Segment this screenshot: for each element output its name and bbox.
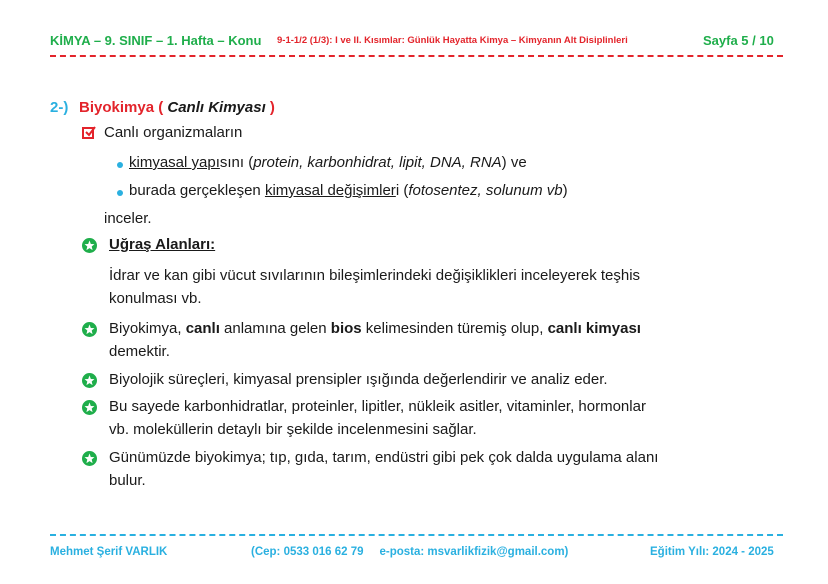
title-italic: Canlı Kimyası bbox=[167, 99, 266, 116]
star-bullet-icon bbox=[82, 400, 97, 415]
footer-contact: (Cep: 0533 016 62 79 e-posta: msvarlikfizik@gmail.com) bbox=[251, 546, 569, 558]
item-text: Biyolojik süreçleri, kimyasal prensipler ışığında değerlendirir ve analiz eder. bbox=[109, 371, 608, 388]
item-text: bulur. bbox=[109, 472, 146, 489]
bullet-dot-icon bbox=[117, 162, 123, 168]
item-text: Bu sayede karbonhidratlar, proteinler, lipitler, nükleik asitler, vitaminler, hormonlar bbox=[109, 398, 646, 415]
underlined-term: kimyasal değişimler bbox=[264, 182, 396, 199]
item-text bbox=[109, 320, 641, 337]
text: ) bbox=[562, 182, 568, 199]
text: i ( bbox=[395, 182, 409, 199]
star-bullet-icon bbox=[82, 373, 97, 388]
footer-author: Mehmet Şerif VARLIK bbox=[50, 546, 168, 558]
text: sını ( bbox=[219, 154, 254, 171]
star-bullet-icon bbox=[82, 238, 97, 253]
bullet-dot-icon bbox=[117, 190, 123, 196]
check-item-text: Canlı organizmaların bbox=[104, 124, 243, 141]
header-topic-code: 9-1-1/2 (1/3): I ve II. Kısımlar: Günlük Hayatta Kimya – Kimyanın Alt Disiplinleri bbox=[277, 35, 628, 46]
text: ) ve bbox=[501, 154, 527, 171]
header-divider bbox=[50, 55, 783, 57]
checkbox-icon bbox=[82, 127, 94, 139]
item-text: vb. moleküllerin detaylı bir şekilde incelenmesini sağlar. bbox=[109, 421, 477, 438]
title-suffix: ) bbox=[269, 99, 275, 116]
item-text: Günümüzde biyokimya; tıp, gıda, tarım, endüstri gibi pek çok dalda uygulama alanı bbox=[109, 449, 659, 466]
title-prefix: Biyokimya ( bbox=[79, 99, 164, 116]
bold-term: canlı bbox=[185, 320, 220, 337]
star-bullet-icon bbox=[82, 451, 97, 466]
italic-list: fotosentez, solunum vb bbox=[408, 182, 563, 199]
item-text: demektir. bbox=[109, 343, 170, 360]
footer-divider bbox=[50, 534, 783, 536]
star-bullet-icon bbox=[82, 322, 97, 337]
header-subject: KİMYA – 9. SINIF – 1. Hafta – Konu bbox=[50, 33, 262, 48]
item-text: İdrar ve kan gibi vücut sıvılarının bileşimlerindeki değişiklikleri inceleyerek teşhis bbox=[109, 267, 641, 284]
text: Biyokimya, bbox=[109, 320, 186, 337]
item-text: konulması vb. bbox=[109, 290, 202, 307]
intro-closing: inceler. bbox=[104, 210, 152, 227]
uğraş-heading: Uğraş Alanları: bbox=[109, 236, 216, 253]
bold-term: canlı kimyası bbox=[547, 320, 641, 337]
section-number: 2-) bbox=[50, 99, 69, 116]
bullet-structure bbox=[129, 154, 527, 171]
italic-list: protein, karbonhidrat, lipit, DNA, RNA bbox=[253, 154, 502, 171]
underlined-term: kimyasal yapı bbox=[129, 154, 220, 171]
bullet-changes bbox=[129, 182, 568, 199]
section-title bbox=[79, 99, 275, 116]
page-number: Sayfa 5 / 10 bbox=[703, 33, 774, 48]
text: anlamına gelen bbox=[219, 320, 331, 337]
text: kelimesinden türemiş olup, bbox=[361, 320, 548, 337]
footer-year: Eğitim Yılı: 2024 - 2025 bbox=[650, 546, 774, 558]
text: burada gerçekleşen bbox=[129, 182, 265, 199]
bold-term: bios bbox=[330, 320, 362, 337]
